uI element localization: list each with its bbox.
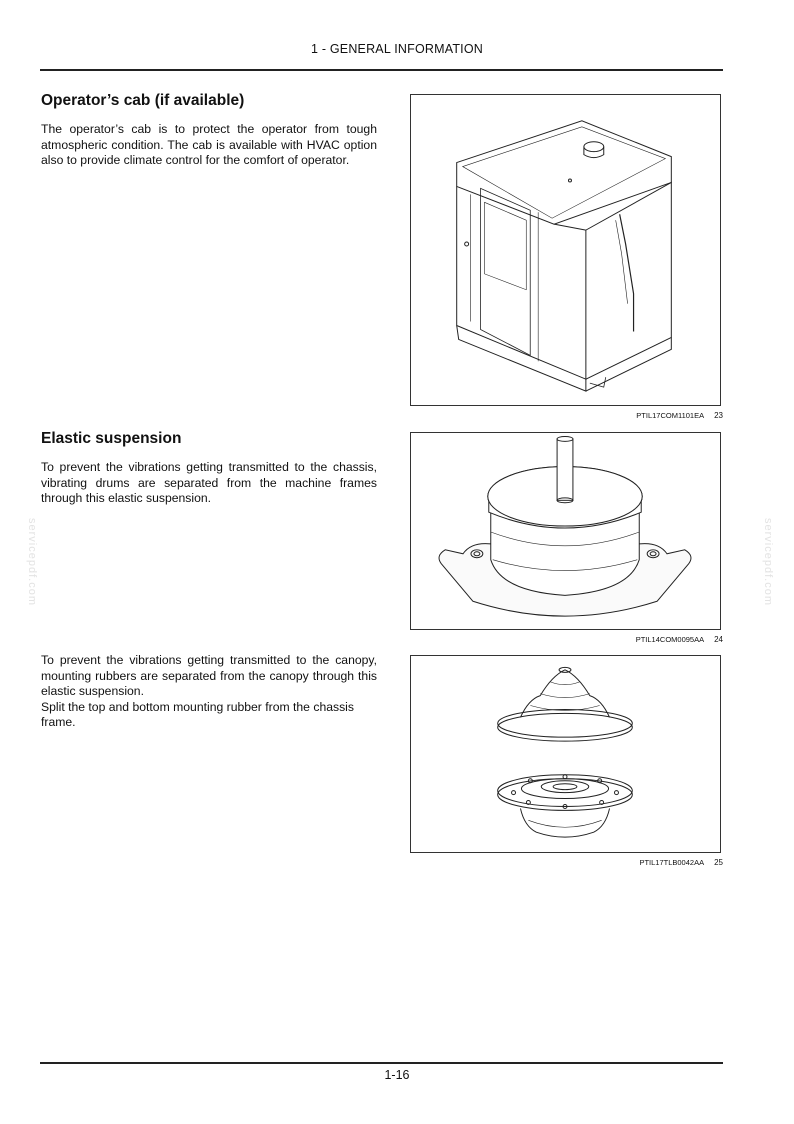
figure-caption-23 [410,411,723,420]
section-text-mounting-rubbers [41,653,377,731]
section-title-elastic-suspension: Elastic suspension [41,430,182,447]
figure-operator-cab [410,94,721,406]
figure-caption-25 [410,858,723,867]
operator-cab-illustration [411,95,720,405]
figure-code: PTIL14COM0095AA [635,635,705,644]
figure-number: 25 [714,858,723,867]
figure-caption-24 [410,635,723,644]
paragraph: To prevent the vibrations getting transmitted to the canopy, mounting rubbers are separated from the canopy through this elastic suspension. [41,653,377,698]
watermark-left: servicepdf.com [25,518,38,606]
figure-code: PTIL17TLB0042AA [639,858,705,867]
figure-number: 24 [714,635,723,644]
figure-mounting-rubber [410,655,721,853]
paragraph: To prevent the vibrations getting transmitted to the chassis, vibrating drums are separated from the machine frames through this elastic suspension. [41,460,377,505]
page-header: 1 - GENERAL INFORMATION [311,42,483,56]
elastic-suspension-illustration [411,433,720,629]
figure-elastic-suspension [410,432,721,630]
paragraph: Split the top and bottom mounting rubber from the chassis frame. [41,699,354,729]
page-number: 1-16 [384,1068,410,1082]
section-text-elastic-suspension [41,460,377,507]
watermark-right: servicepdf.com [761,518,774,606]
section-title-operators-cab: Operator’s cab (if available) [41,92,245,109]
mounting-rubber-illustration [411,656,720,852]
figure-number: 23 [714,411,723,420]
footer-rule [40,1062,723,1064]
header-rule [40,69,723,71]
figure-code: PTIL17COM1101EA [636,411,705,420]
section-text-operators-cab [41,122,377,169]
paragraph: The operator’s cab is to protect the operator from tough atmospheric condition. The cab is available with HVAC option also to provide climate control for the comfort of operator. [41,122,377,167]
